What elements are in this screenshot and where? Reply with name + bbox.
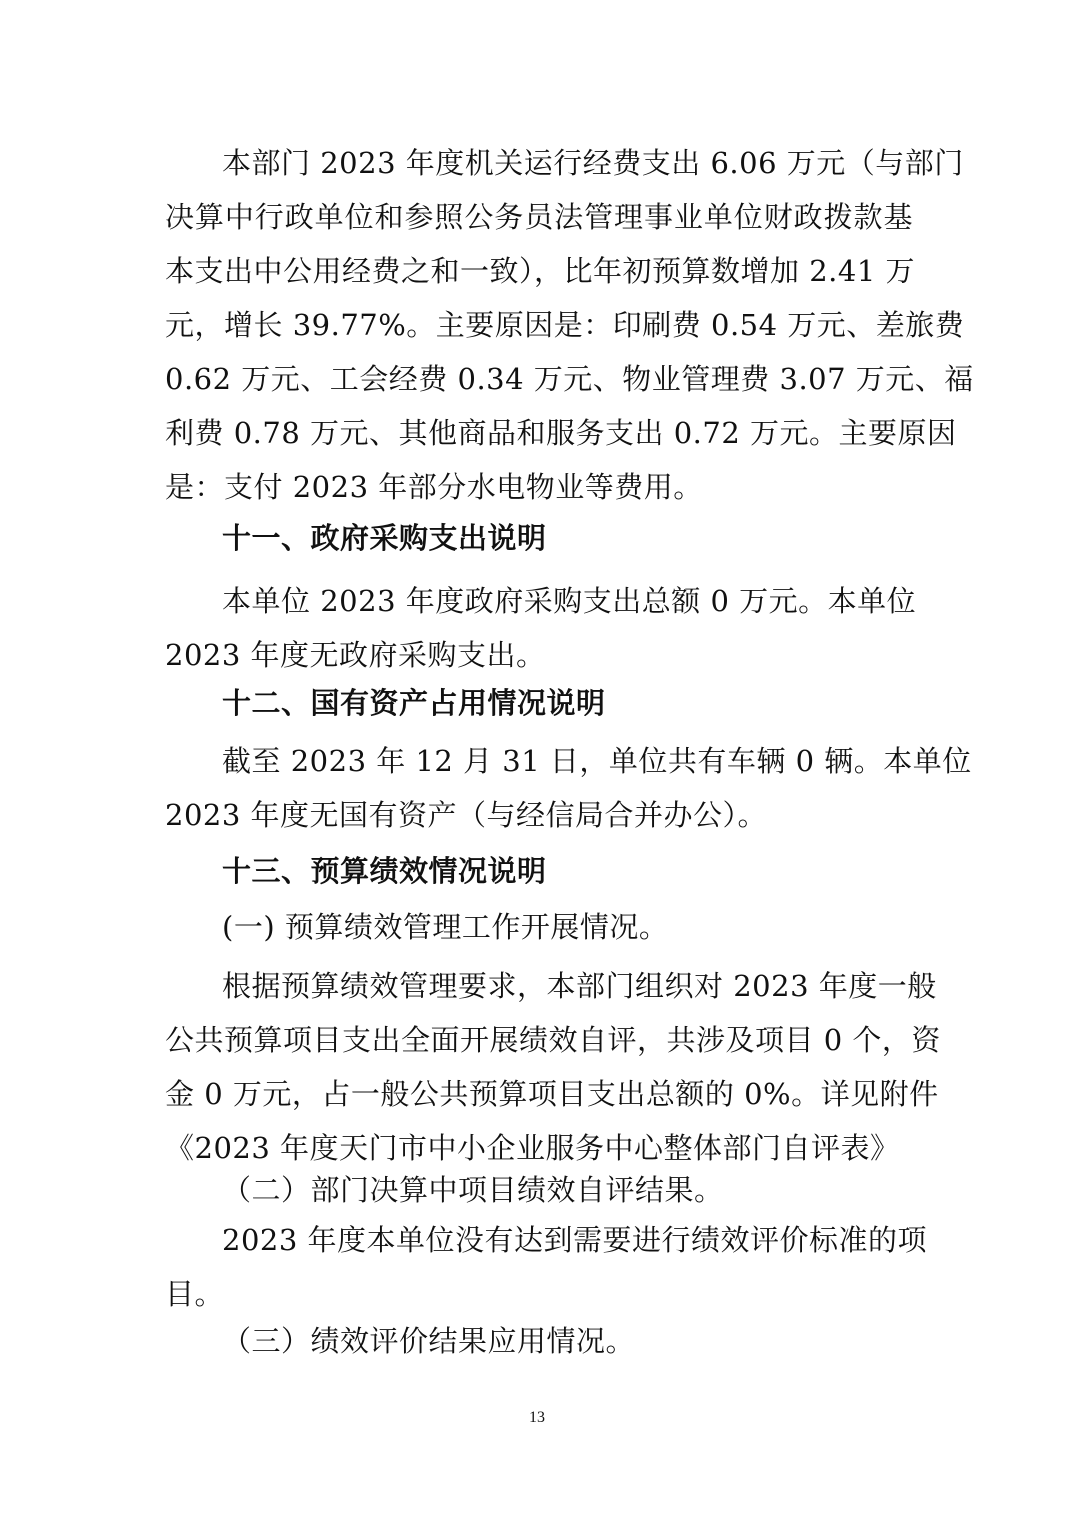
text-line: 本部门 2023 年度机关运行经费支出 6.06 万元（与部门 [222, 146, 964, 180]
text-line: 本支出中公用经费之和一致），比年初预算数增加 2.41 万 [165, 254, 916, 288]
text-line: 金 0 万元，占一般公共预算项目支出总额的 0%。详见附件 [165, 1077, 939, 1111]
paragraph-state-assets [165, 734, 972, 842]
paragraph-project-results [165, 1213, 928, 1321]
page-number: 13 [529, 1409, 545, 1426]
text-line: 利费 0.78 万元、其他商品和服务支出 0.72 万元。主要原因 [165, 416, 957, 450]
section-heading-state-assets: 十二、国有资产占用情况说明 [222, 686, 606, 720]
text-line: 目。 [165, 1277, 225, 1311]
section-heading-procurement: 十一、政府采购支出说明 [222, 521, 547, 555]
text-line: 决算中行政单位和参照公务员法管理事业单位财政拨款基 [165, 200, 913, 234]
paragraph-operating-expenses [165, 136, 974, 514]
text-line: 本单位 2023 年度政府采购支出总额 0 万元。本单位 [222, 584, 917, 618]
text-line: 《2023 年度天门市中小企业服务中心整体部门自评表》 [165, 1131, 900, 1165]
section-heading-performance: 十三、预算绩效情况说明 [222, 854, 547, 888]
paragraph-procurement [165, 574, 917, 682]
text-line: 2023 年度本单位没有达到需要进行绩效评价标准的项 [222, 1223, 928, 1257]
text-line: 元，增长 39.77%。主要原因是：印刷费 0.54 万元、差旅费 [165, 308, 965, 342]
text-line: 根据预算绩效管理要求，本部门组织对 2023 年度一般 [222, 969, 937, 1003]
text-line: 是：支付 2023 年部分水电物业等费用。 [165, 470, 703, 504]
paragraph-performance-evaluation [165, 959, 941, 1175]
text-line: 公共预算项目支出全面开展绩效自评，共涉及项目 0 个，资 [165, 1023, 941, 1057]
subheading-results-application: （三）绩效评价结果应用情况。 [222, 1324, 636, 1358]
text-line: 2023 年度无政府采购支出。 [165, 638, 546, 672]
subheading-performance-management: (一) 预算绩效管理工作开展情况。 [222, 910, 669, 944]
text-line: 0.62 万元、工会经费 0.34 万元、物业管理费 3.07 万元、福 [165, 362, 974, 396]
text-line: 截至 2023 年 12 月 31 日，单位共有车辆 0 辆。本单位 [222, 744, 972, 778]
text-line: 2023 年度无国有资产（与经信局合并办公）。 [165, 798, 768, 832]
subheading-project-results: （二）部门决算中项目绩效自评结果。 [222, 1173, 724, 1207]
